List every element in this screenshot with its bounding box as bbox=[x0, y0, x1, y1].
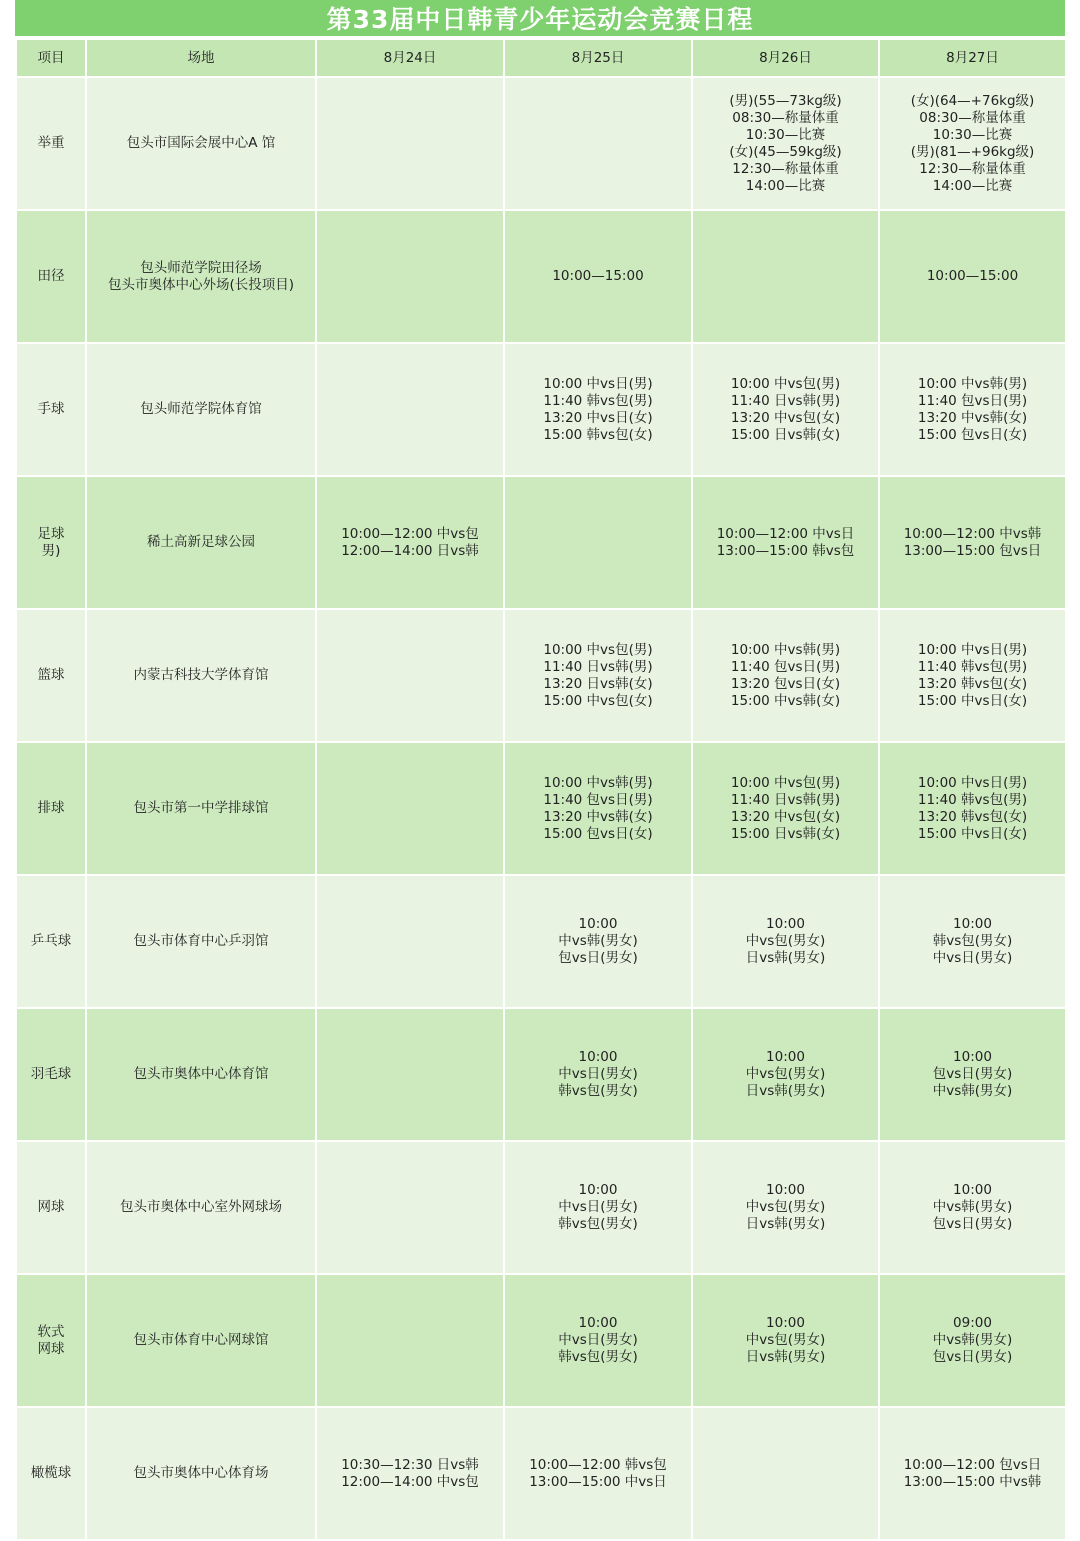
cell-line: 15:00 中vs日(女) bbox=[917, 825, 1028, 842]
cell-line: 10:00 bbox=[578, 1315, 618, 1331]
cell-line: 10:30—12:30 日vs韩 bbox=[341, 1456, 479, 1473]
day-27-cell bbox=[879, 875, 1066, 1008]
cell-line: 08:30—称量体重 bbox=[919, 109, 1026, 126]
cell-line: (男)(81—+96kg级) bbox=[910, 143, 1035, 160]
cell-line: 日vs韩(男女) bbox=[745, 1349, 826, 1365]
day-24-cell bbox=[316, 609, 504, 742]
cell-line: 11:40 日vs韩(男) bbox=[730, 791, 841, 808]
cell-line: 13:20 包vs日(女) bbox=[730, 675, 841, 692]
header-day-27: 8月27日 bbox=[879, 39, 1066, 77]
day-26-cell bbox=[692, 476, 879, 609]
header-venue: 场地 bbox=[86, 39, 316, 77]
cell-line: 13:20 中vs韩(女) bbox=[917, 409, 1028, 426]
cell-line: 网球 bbox=[37, 1199, 65, 1215]
day-24-cell bbox=[316, 476, 504, 609]
day-25-cell bbox=[504, 77, 692, 210]
cell-line: 13:20 韩vs包(女) bbox=[917, 808, 1028, 825]
cell-line: 10:00 bbox=[578, 916, 618, 932]
day-24-cell bbox=[316, 875, 504, 1008]
cell-line: 10:00 bbox=[766, 1049, 805, 1065]
cell-line: 男) bbox=[41, 542, 61, 559]
header-day-24: 8月24日 bbox=[316, 39, 504, 77]
cell-line: 乒乓球 bbox=[30, 933, 72, 949]
day-26-cell bbox=[692, 742, 879, 875]
day-27-cell bbox=[879, 210, 1066, 343]
cell-line: 09:00 bbox=[953, 1315, 992, 1331]
schedule-row bbox=[16, 1274, 1066, 1407]
cell-line: 11:40 包vs日(男) bbox=[730, 658, 841, 675]
schedule-row bbox=[16, 1407, 1066, 1540]
cell-line: 10:00 中vs日(男) bbox=[917, 774, 1028, 791]
day-27-cell bbox=[879, 609, 1066, 742]
cell-line: 10:00—12:00 韩vs包 bbox=[529, 1456, 667, 1473]
header-day-25: 8月25日 bbox=[504, 39, 692, 77]
cell-line: 10:00 中vs韩(男) bbox=[917, 375, 1028, 392]
cell-line: 10:00 中vs包(男) bbox=[543, 641, 653, 658]
cell-line: 手球 bbox=[37, 401, 65, 417]
day-27-cell bbox=[879, 77, 1066, 210]
header-day-26: 8月26日 bbox=[692, 39, 879, 77]
cell-line: 橄榄球 bbox=[30, 1465, 72, 1481]
cell-line: 10:00 中vs日(男) bbox=[543, 375, 653, 392]
cell-line: 篮球 bbox=[37, 667, 65, 683]
cell-line: 10:00—12:00 中vs包 bbox=[341, 525, 479, 542]
cell-line: 10:00 bbox=[578, 1182, 618, 1198]
venue-cell bbox=[86, 742, 316, 875]
cell-line: 稀土高新足球公园 bbox=[147, 534, 255, 550]
day-25-cell bbox=[504, 1141, 692, 1274]
cell-line: 包vs日(男女) bbox=[932, 1066, 1013, 1082]
day-26-cell bbox=[692, 77, 879, 210]
venue-cell bbox=[86, 343, 316, 476]
cell-line: 中vs日(男女) bbox=[932, 950, 1013, 966]
schedule-row bbox=[16, 77, 1066, 210]
venue-cell bbox=[86, 1008, 316, 1141]
schedule-row bbox=[16, 1008, 1066, 1141]
page-title: 第33届中日韩青少年运动会竞赛日程 bbox=[326, 5, 754, 34]
cell-line: 中vs韩(男女) bbox=[932, 1332, 1013, 1348]
cell-line: 中vs包(男女) bbox=[745, 933, 826, 949]
cell-line: 13:00—15:00 中vs韩 bbox=[903, 1473, 1042, 1490]
day-27-cell bbox=[879, 1407, 1066, 1540]
day-26-cell bbox=[692, 343, 879, 476]
cell-line: 10:00 bbox=[953, 1182, 992, 1198]
cell-line: (女)(64—+76kg级) bbox=[910, 92, 1035, 109]
cell-line: 日vs韩(男女) bbox=[745, 950, 826, 966]
cell-line: 13:20 中vs韩(女) bbox=[543, 808, 653, 825]
day-27-cell bbox=[879, 742, 1066, 875]
cell-line: 中vs包(男女) bbox=[745, 1066, 826, 1082]
cell-line: 排球 bbox=[37, 800, 65, 816]
cell-line: 11:40 韩vs包(男) bbox=[543, 392, 653, 409]
cell-line: 中vs日(男女) bbox=[558, 1332, 638, 1348]
day-25-cell bbox=[504, 1008, 692, 1141]
day-24-cell bbox=[316, 1008, 504, 1141]
schedule-row bbox=[16, 1141, 1066, 1274]
cell-line: 10:00—12:00 中vs日 bbox=[716, 525, 855, 542]
title-bar bbox=[15, 0, 1065, 36]
venue-cell bbox=[86, 875, 316, 1008]
venue-cell bbox=[86, 609, 316, 742]
sport-cell bbox=[16, 476, 86, 609]
cell-line: 包vs日(男女) bbox=[932, 1216, 1013, 1232]
cell-line: 包头市奥体中心外场(长投项目) bbox=[107, 276, 295, 293]
cell-line: 包头市体育中心乒羽馆 bbox=[133, 933, 269, 949]
cell-line: 15:00 包vs日(女) bbox=[543, 825, 653, 842]
day-27-cell bbox=[879, 343, 1066, 476]
cell-line: 11:40 韩vs包(男) bbox=[917, 791, 1028, 808]
day-24-cell bbox=[316, 742, 504, 875]
cell-line: 15:00 日vs韩(女) bbox=[730, 825, 841, 842]
cell-line: 包头市奥体中心体育馆 bbox=[133, 1066, 269, 1082]
sport-cell bbox=[16, 742, 86, 875]
day-24-cell bbox=[316, 1141, 504, 1274]
cell-line: 足球 bbox=[37, 525, 65, 542]
day-24-cell bbox=[316, 1407, 504, 1540]
cell-line: 11:40 包vs日(男) bbox=[543, 791, 653, 808]
venue-cell bbox=[86, 1407, 316, 1540]
sport-cell bbox=[16, 343, 86, 476]
cell-line: (女)(45—59kg级) bbox=[729, 143, 842, 160]
cell-line: 12:30—称量体重 bbox=[919, 160, 1026, 177]
cell-line: 11:40 包vs日(男) bbox=[917, 392, 1028, 409]
cell-line: 10:30—比赛 bbox=[745, 126, 826, 143]
cell-line: 10:00—15:00 bbox=[926, 268, 1019, 284]
day-25-cell bbox=[504, 343, 692, 476]
cell-line: 12:00—14:00 中vs包 bbox=[341, 1473, 479, 1490]
venue-cell bbox=[86, 210, 316, 343]
day-25-cell bbox=[504, 875, 692, 1008]
cell-line: 包头市国际会展中心A 馆 bbox=[126, 135, 276, 151]
cell-line: 包vs日(男女) bbox=[932, 1349, 1013, 1365]
sport-cell bbox=[16, 1141, 86, 1274]
cell-line: 中vs韩(男女) bbox=[558, 933, 638, 949]
cell-line: 10:00 中vs日(男) bbox=[917, 641, 1028, 658]
cell-line: 包vs日(男女) bbox=[558, 950, 638, 966]
cell-line: 10:00 bbox=[766, 1315, 805, 1331]
cell-line: 10:00 中vs韩(男) bbox=[543, 774, 653, 791]
cell-line: 10:00 bbox=[953, 1049, 992, 1065]
cell-line: 10:00—12:00 中vs韩 bbox=[903, 525, 1042, 542]
sport-cell bbox=[16, 1008, 86, 1141]
day-27-cell bbox=[879, 1274, 1066, 1407]
cell-line: 15:00 中vs日(女) bbox=[917, 692, 1028, 709]
cell-line: 10:00 bbox=[953, 916, 992, 932]
day-24-cell bbox=[316, 77, 504, 210]
day-27-cell bbox=[879, 1141, 1066, 1274]
venue-cell bbox=[86, 77, 316, 210]
cell-line: 网球 bbox=[37, 1340, 65, 1357]
cell-line: 10:00 bbox=[766, 1182, 805, 1198]
day-26-cell bbox=[692, 609, 879, 742]
day-26-cell bbox=[692, 1141, 879, 1274]
day-27-cell bbox=[879, 1008, 1066, 1141]
cell-line: 包头市奥体中心体育场 bbox=[133, 1465, 269, 1481]
sport-cell bbox=[16, 210, 86, 343]
day-25-cell bbox=[504, 609, 692, 742]
day-25-cell bbox=[504, 476, 692, 609]
cell-line: 13:20 中vs包(女) bbox=[730, 409, 841, 426]
venue-cell bbox=[86, 476, 316, 609]
schedule-row bbox=[16, 476, 1066, 609]
day-25-cell bbox=[504, 1407, 692, 1540]
cell-line: 10:00—12:00 包vs日 bbox=[903, 1456, 1042, 1473]
cell-line: 包头市体育中心网球馆 bbox=[133, 1332, 269, 1348]
day-24-cell bbox=[316, 343, 504, 476]
cell-line: 15:00 中vs包(女) bbox=[543, 692, 653, 709]
day-24-cell bbox=[316, 210, 504, 343]
day-26-cell bbox=[692, 1274, 879, 1407]
cell-line: 13:20 中vs日(女) bbox=[543, 409, 653, 426]
schedule-row bbox=[16, 210, 1066, 343]
cell-line: 内蒙古科技大学体育馆 bbox=[133, 667, 269, 683]
cell-line: 10:00 中vs包(男) bbox=[730, 774, 841, 791]
cell-line: 10:30—比赛 bbox=[932, 126, 1013, 143]
cell-line: 10:00 中vs包(男) bbox=[730, 375, 841, 392]
cell-line: (男)(55—73kg级) bbox=[729, 92, 842, 109]
cell-line: 15:00 包vs日(女) bbox=[917, 426, 1028, 443]
cell-line: 10:00 bbox=[766, 916, 805, 932]
cell-line: 14:00—比赛 bbox=[745, 177, 826, 194]
venue-cell bbox=[86, 1274, 316, 1407]
sport-cell bbox=[16, 609, 86, 742]
cell-line: 10:00—15:00 bbox=[552, 268, 644, 284]
cell-line: 日vs韩(男女) bbox=[745, 1216, 826, 1232]
cell-line: 13:20 日vs韩(女) bbox=[543, 675, 653, 692]
cell-line: 日vs韩(男女) bbox=[745, 1083, 826, 1099]
cell-line: 11:40 日vs韩(男) bbox=[730, 392, 841, 409]
cell-line: 中vs包(男女) bbox=[745, 1199, 826, 1215]
cell-line: 软式 bbox=[37, 1323, 65, 1340]
cell-line: 14:00—比赛 bbox=[932, 177, 1013, 194]
cell-line: 15:00 日vs韩(女) bbox=[730, 426, 841, 443]
cell-line: 12:00—14:00 日vs韩 bbox=[341, 542, 479, 559]
sport-cell bbox=[16, 77, 86, 210]
schedule-row bbox=[16, 343, 1066, 476]
day-26-cell bbox=[692, 1008, 879, 1141]
day-26-cell bbox=[692, 875, 879, 1008]
cell-line: 中vs韩(男女) bbox=[932, 1083, 1013, 1099]
schedule-row bbox=[16, 875, 1066, 1008]
cell-line: 中vs韩(男女) bbox=[932, 1199, 1013, 1215]
cell-line: 韩vs包(男女) bbox=[558, 1216, 638, 1232]
day-26-cell bbox=[692, 210, 879, 343]
day-27-cell bbox=[879, 476, 1066, 609]
cell-line: 11:40 韩vs包(男) bbox=[917, 658, 1028, 675]
cell-line: 13:00—15:00 中vs日 bbox=[529, 1473, 667, 1490]
schedule-table bbox=[15, 38, 1067, 1541]
cell-line: 13:20 中vs包(女) bbox=[730, 808, 841, 825]
header-row bbox=[16, 39, 1066, 77]
venue-cell bbox=[86, 1141, 316, 1274]
cell-line: 11:40 日vs韩(男) bbox=[543, 658, 653, 675]
cell-line: 羽毛球 bbox=[30, 1066, 72, 1082]
sport-cell bbox=[16, 875, 86, 1008]
cell-line: 中vs日(男女) bbox=[558, 1199, 638, 1215]
cell-line: 韩vs包(男女) bbox=[932, 933, 1013, 949]
cell-line: 包头市奥体中心室外网球场 bbox=[120, 1199, 282, 1215]
day-25-cell bbox=[504, 742, 692, 875]
cell-line: 包头市第一中学排球馆 bbox=[133, 800, 269, 816]
cell-line: 13:00—15:00 包vs日 bbox=[903, 542, 1042, 559]
cell-line: 包头师范学院体育馆 bbox=[140, 401, 262, 417]
day-26-cell bbox=[692, 1407, 879, 1540]
day-25-cell bbox=[504, 210, 692, 343]
day-25-cell bbox=[504, 1274, 692, 1407]
cell-line: 韩vs包(男女) bbox=[558, 1349, 638, 1365]
header-sport: 项目 bbox=[16, 39, 86, 77]
cell-line: 10:00 bbox=[578, 1049, 618, 1065]
sport-cell bbox=[16, 1274, 86, 1407]
cell-line: 13:00—15:00 韩vs包 bbox=[716, 542, 855, 559]
cell-line: 15:00 中vs韩(女) bbox=[730, 692, 841, 709]
cell-line: 田径 bbox=[37, 268, 65, 284]
cell-line: 12:30—称量体重 bbox=[732, 160, 839, 177]
schedule-row bbox=[16, 609, 1066, 742]
cell-line: 08:30—称量体重 bbox=[732, 109, 839, 126]
cell-line: 包头师范学院田径场 bbox=[140, 259, 262, 276]
day-24-cell bbox=[316, 1274, 504, 1407]
cell-line: 韩vs包(男女) bbox=[558, 1083, 638, 1099]
cell-line: 中vs包(男女) bbox=[745, 1332, 826, 1348]
sport-cell bbox=[16, 1407, 86, 1540]
cell-line: 举重 bbox=[37, 135, 65, 151]
cell-line: 13:20 韩vs包(女) bbox=[917, 675, 1028, 692]
cell-line: 10:00 中vs韩(男) bbox=[730, 641, 841, 658]
cell-line: 15:00 韩vs包(女) bbox=[543, 426, 653, 443]
schedule-row bbox=[16, 742, 1066, 875]
cell-line: 中vs日(男女) bbox=[558, 1066, 638, 1082]
